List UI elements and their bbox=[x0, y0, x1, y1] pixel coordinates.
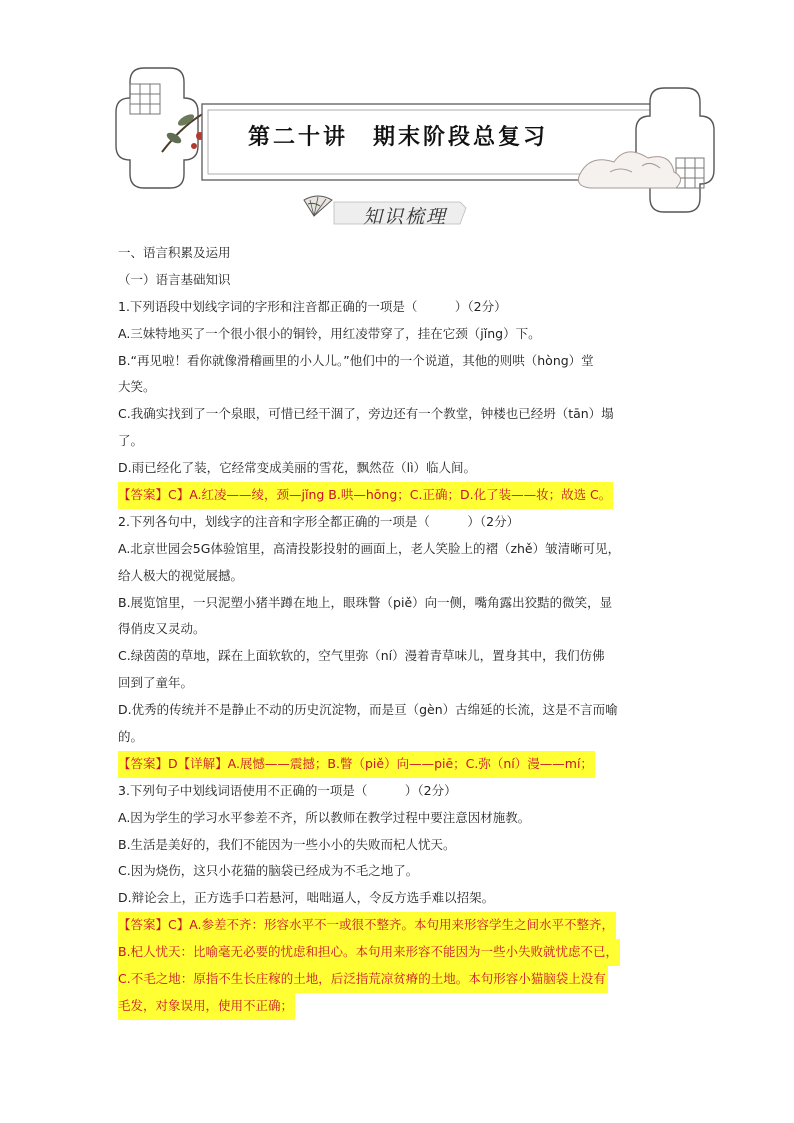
line-text: D.雨已经化了装，它经常变成美丽的雪花，飘然莅（lì）临人间。 bbox=[118, 460, 477, 476]
text-line bbox=[118, 374, 678, 401]
line-text: （一）语言基础知识 bbox=[118, 271, 231, 287]
line-text: A.北京世园会5G体验馆里，高清投影投射的画面上，老人笑脸上的褶（zhě）皱清晰可见， bbox=[118, 540, 621, 556]
answer-text: C.不毛之地：原指不生长庄稼的土地，后泛指荒凉贫瘠的土地。本句形容小猫脑袋上没有 bbox=[118, 966, 608, 993]
left-ornament-frame bbox=[116, 68, 198, 188]
text-line bbox=[118, 428, 678, 455]
text-line bbox=[118, 805, 678, 832]
line-text: B.生活是美好的，我们不能因为一些小小的失败而杞人忧天。 bbox=[118, 836, 456, 852]
line-text: A.因为学生的学习水平参差不齐，所以教师在教学过程中要注意因材施教。 bbox=[118, 809, 531, 825]
answer-text: 毛发，对象误用，使用不正确； bbox=[118, 993, 295, 1020]
text-line bbox=[118, 643, 678, 670]
line-text: 2.下列各句中，划线字的注音和字形全都正确的一项是（ ）（2分） bbox=[118, 513, 520, 529]
text-line bbox=[118, 858, 678, 885]
text-line bbox=[118, 321, 678, 348]
text-line bbox=[118, 240, 678, 267]
section-label: 知识梳理 bbox=[362, 206, 447, 228]
line-text: 大笑。 bbox=[118, 379, 156, 395]
text-line bbox=[118, 670, 678, 697]
answer-text: 【答案】C】A.红凌——绫，颈—jǐng B.哄—hōng；C.正确；D.化了装——妆；故选 C。 bbox=[118, 482, 613, 509]
text-line bbox=[118, 778, 678, 805]
line-text: A.三妹特地买了一个很小很小的铜铃，用红凌带穿了，挂在它颈（jǐng）下。 bbox=[118, 325, 541, 341]
answer-line bbox=[118, 993, 678, 1020]
text-line bbox=[118, 832, 678, 859]
line-text: C.我确实找到了一个泉眼，可惜已经干涸了，旁边还有一个教堂，钟楼也已经坍（tān）塌 bbox=[118, 406, 614, 422]
line-text: B.展览馆里，一只泥塑小猪半蹲在地上，眼珠瞥（piě）向一侧，嘴角露出狡黠的微笑，显 bbox=[118, 594, 613, 610]
text-line bbox=[118, 724, 678, 751]
fan-icon bbox=[304, 196, 332, 216]
line-text: C.绿茵茵的草地，踩在上面软软的，空气里弥（ní）漫着青草味儿，置身其中，我们仿佛 bbox=[118, 648, 605, 664]
line-text: C.因为烧伤，这只小花猫的脑袋已经成为不毛之地了。 bbox=[118, 863, 419, 879]
text-line bbox=[118, 348, 678, 375]
page-title: 第二十讲 期末阶段总复习 bbox=[248, 124, 549, 150]
text-line bbox=[118, 563, 678, 590]
answer-line bbox=[118, 966, 678, 993]
document-body bbox=[118, 240, 678, 1020]
answer-text: B.杞人忧天：比喻毫无必要的忧虑和担心。本句用来形容不能因为一些小失败就忧虑不已， bbox=[118, 939, 620, 966]
answer-line bbox=[118, 482, 678, 509]
line-text: 3.下列句子中划线词语使用不正确的一项是（ ）（2分） bbox=[118, 782, 457, 798]
line-text: B.“再见啦！看你就像滑稽画里的小人儿。”他们中的一个说道，其他的则哄（hòng）堂 bbox=[118, 352, 594, 368]
text-line bbox=[118, 294, 678, 321]
line-text: D.优秀的传统并不是静止不动的历史沉淀物，而是亘（gèn）古绵延的长流，这是不言而喻 bbox=[118, 702, 618, 718]
line-text: 的。 bbox=[118, 729, 144, 745]
line-text: 了。 bbox=[118, 433, 144, 449]
answer-text: 【答案】D【详解】A.展憾——震撼；B.瞥（piě）向——piē；C.弥（ní）漫——mí； bbox=[118, 751, 595, 778]
answer-text: 【答案】C】A.参差不齐：形容水平不一或很不整齐。本句用来形容学生之间水平不整齐， bbox=[118, 912, 616, 939]
line-text: 回到了童年。 bbox=[118, 675, 194, 691]
text-line bbox=[118, 401, 678, 428]
line-text: 给人极大的视觉展撼。 bbox=[118, 567, 244, 583]
answer-line bbox=[118, 751, 678, 778]
line-text: D.辩论会上，正方选手口若悬河，咄咄逼人，令反方选手难以招架。 bbox=[118, 890, 495, 906]
text-line bbox=[118, 616, 678, 643]
text-line bbox=[118, 536, 678, 563]
line-text: 1.下列语段中划线字词的字形和注音都正确的一项是（ ）（2分） bbox=[118, 298, 507, 314]
text-line bbox=[118, 509, 678, 536]
text-line bbox=[118, 267, 678, 294]
text-line bbox=[118, 455, 678, 482]
text-line bbox=[118, 697, 678, 724]
answer-line bbox=[118, 939, 678, 966]
line-text: 一、语言积累及运用 bbox=[118, 245, 231, 260]
answer-line bbox=[118, 912, 678, 939]
line-text: 得俏皮又灵动。 bbox=[118, 621, 206, 637]
text-line bbox=[118, 885, 678, 912]
text-line bbox=[118, 590, 678, 617]
